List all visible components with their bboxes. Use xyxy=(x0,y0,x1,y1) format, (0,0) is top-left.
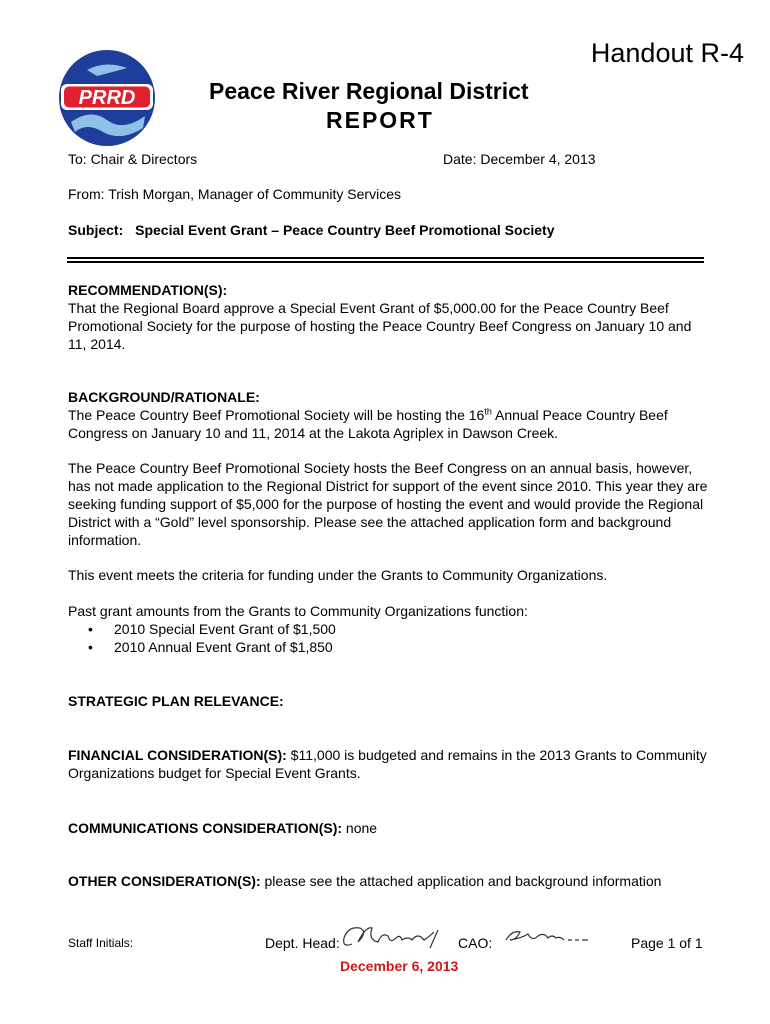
staff-initials-label: Staff Initials: xyxy=(68,936,134,950)
recommendation-text: That the Regional Board approve a Special Event Grant of $5,000.00 for the Peace Country Beef Promotional Society for the purpose of hosting the Peace Country Beef Congress on January 10 and 11, 2014. xyxy=(68,300,692,352)
cao-signature-stroke xyxy=(506,932,588,940)
communications-section xyxy=(68,819,708,837)
background-paragraph-1 xyxy=(68,406,708,442)
other-text: please see the attached application and background information xyxy=(260,873,662,889)
bg-p1-part1: The Peace Country Beef Promotional Society will be hosting the 16 xyxy=(68,407,485,423)
page-number: Page 1 of 1 xyxy=(631,935,703,951)
background-paragraph-3: This event meets the criteria for funding under the Grants to Community Organizations. xyxy=(68,567,608,583)
strategic-heading: STRATEGIC PLAN RELEVANCE: xyxy=(68,693,284,709)
past-grants-intro: Past grant amounts from the Grants to Community Organizations function: xyxy=(68,603,528,619)
recommendation-heading: RECOMMENDATION(S): xyxy=(68,282,228,298)
cao-signature xyxy=(502,924,592,948)
dept-head-signature xyxy=(338,918,453,958)
logo-text: PRRD xyxy=(78,87,136,109)
other-heading: OTHER CONSIDERATION(S): xyxy=(68,873,261,889)
date-line: Date: December 4, 2013 xyxy=(443,151,596,167)
prrd-logo xyxy=(57,48,157,148)
received-date-stamp: December 6, 2013 xyxy=(340,958,459,974)
org-title: Peace River Regional District xyxy=(209,78,529,104)
bg-p1-part2: Annual Peace Country Beef Congress on January 10 and 11, 2014 at the Lakota Agriplex in Dawson Creek. xyxy=(68,407,668,441)
report-title: REPORT xyxy=(326,107,434,133)
past-grants-list xyxy=(68,620,708,656)
background-heading: BACKGROUND/RATIONALE: xyxy=(68,389,260,405)
financial-section xyxy=(68,746,708,782)
signature-stroke xyxy=(344,928,438,948)
handout-label: Handout R-4 xyxy=(590,38,744,68)
bg-p1-sup: th xyxy=(484,406,492,417)
list-item: • 2010 Special Event Grant of $1,500 xyxy=(68,620,708,638)
other-section xyxy=(68,872,708,890)
from-line: From: Trish Morgan, Manager of Community Services xyxy=(68,186,401,202)
to-line: To: Chair & Directors xyxy=(68,151,198,167)
communications-heading: COMMUNICATIONS CONSIDERATION(S): xyxy=(68,820,343,836)
divider-rule-2 xyxy=(67,261,704,263)
list-item: • 2010 Annual Event Grant of $1,850 xyxy=(68,638,708,656)
financial-text: $11,000 is budgeted and remains in the 2013 Grants to Community Organizations budget for Special Event Grants. xyxy=(68,747,707,781)
financial-heading: FINANCIAL CONSIDERATION(S): xyxy=(68,747,287,763)
cao-label: CAO: xyxy=(458,935,493,951)
background-paragraph-4 xyxy=(68,602,708,656)
subject-line xyxy=(68,221,554,239)
dept-head-label: Dept. Head: xyxy=(265,935,340,951)
subject-label: Subject: xyxy=(68,222,124,238)
background-section xyxy=(68,388,708,442)
background-paragraph-2: The Peace Country Beef Promotional Society hosts the Beef Congress on an annual basis, however, has not made application to the Regional District for support of the event since 2010. This year they are seeking funding support of $5,000 for the purpose of hosting the event and would provide the Regional District with a “Gold” level sponsorship. Please see the attached application form and background information. xyxy=(68,460,708,548)
divider-rule xyxy=(67,257,704,259)
recommendation-section xyxy=(68,281,708,353)
communications-text: none xyxy=(342,820,378,836)
subject-text: Special Event Grant – Peace Country Beef Promotional Society xyxy=(135,222,555,238)
